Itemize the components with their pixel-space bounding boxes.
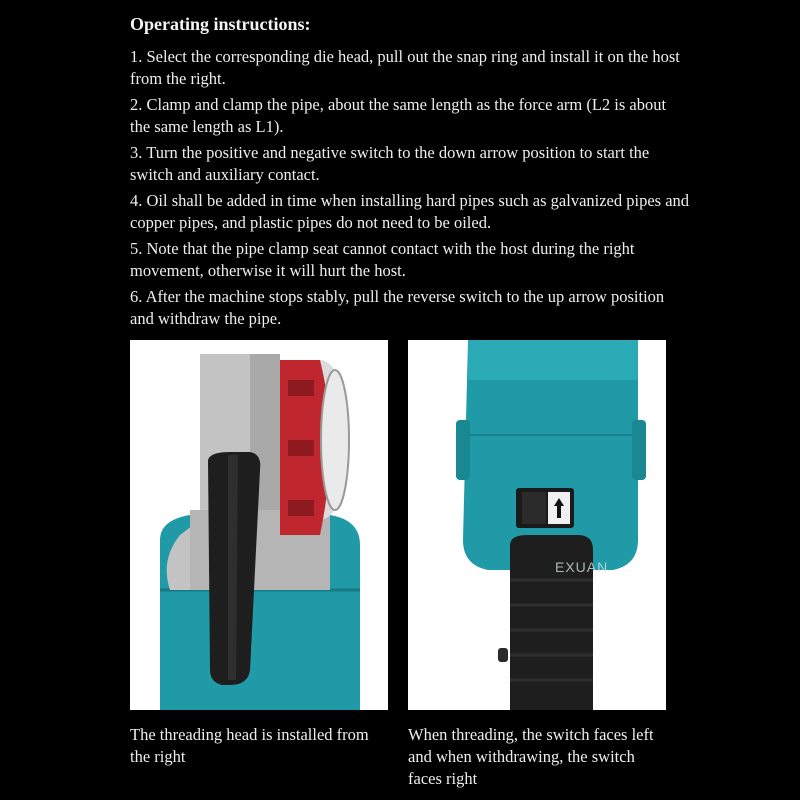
instructions-heading: Operating instructions:: [130, 14, 311, 34]
instruction-step: 1. Select the corresponding die head, pull out the snap ring and install it on the host from the right.: [130, 47, 680, 88]
instruction-step: 3. Turn the positive and negative switch to the down arrow position to start the switch and auxiliary contact.: [130, 143, 650, 184]
switch-direction-photo: [408, 340, 666, 710]
instructions-list: [130, 46, 690, 334]
threading-head-illustration: [130, 340, 388, 710]
watermark-text: EXUAN: [555, 559, 609, 575]
right-photo-caption: When threading, the switch faces left and when withdrawing, the switch faces right: [408, 725, 654, 788]
instruction-step: 6. After the machine stops stably, pull the reverse switch to the up arrow position and withdraw the pipe.: [130, 287, 665, 328]
instruction-step: 5. Note that the pipe clamp seat cannot contact with the host during the right movement, otherwise it will hurt the host.: [130, 239, 635, 280]
instruction-step: 4. Oil shall be added in time when installing hard pipes such as galvanized pipes and copper pipes, and plastic pipes do not need to be oiled.: [130, 191, 690, 232]
instruction-step: 2. Clamp and clamp the pipe, about the same length as the force arm (L2 is about the same length as L1).: [130, 95, 667, 136]
threading-head-photo: [130, 340, 388, 710]
switch-illustration: [408, 340, 666, 710]
left-photo-caption: The threading head is installed from the right: [130, 725, 369, 766]
